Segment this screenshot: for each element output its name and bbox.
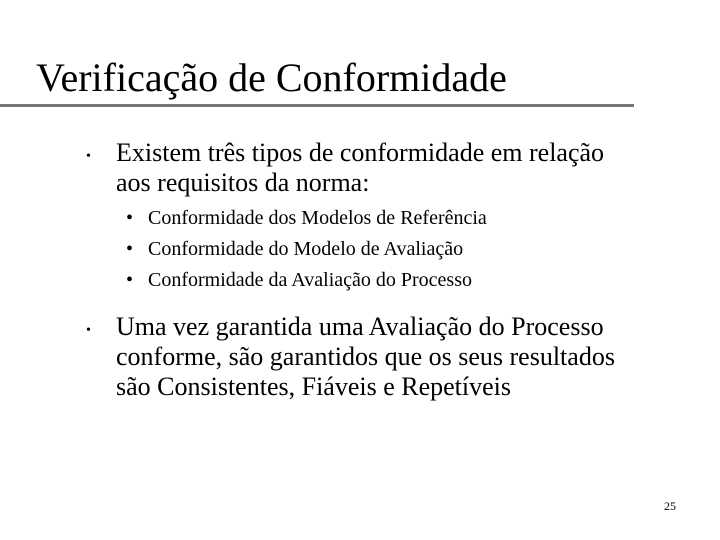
sub-bullet-text: Conformidade dos Modelos de Referência bbox=[148, 207, 487, 229]
bullet-line: conforme, são garantidos que os seus resultados bbox=[116, 342, 615, 371]
bullet-marker: • bbox=[86, 323, 91, 338]
page-number: 25 bbox=[664, 499, 676, 513]
sub-bullet-text: Conformidade do Modelo de Avaliação bbox=[148, 238, 464, 260]
bullet-line: Existem três tipos de conformidade em relação bbox=[116, 138, 605, 167]
slide-title: Verificação de Conformidade bbox=[36, 55, 507, 100]
bullet-line: Uma vez garantida uma Avaliação do Processo bbox=[116, 312, 604, 341]
sub-bullet-marker: • bbox=[126, 238, 134, 260]
bullet-line: aos requisitos da norma: bbox=[116, 168, 370, 197]
sub-bullet-marker: • bbox=[126, 269, 134, 291]
sub-bullet-marker: • bbox=[126, 207, 134, 229]
title-underline bbox=[0, 104, 634, 107]
bullet-marker: • bbox=[86, 149, 91, 164]
bullet-text bbox=[116, 312, 615, 402]
bullet-line: são Consistentes, Fiáveis e Repetíveis bbox=[116, 372, 512, 401]
bullet-text bbox=[116, 138, 604, 198]
sub-bullet-text: Conformidade da Avaliação do Processo bbox=[148, 269, 472, 291]
